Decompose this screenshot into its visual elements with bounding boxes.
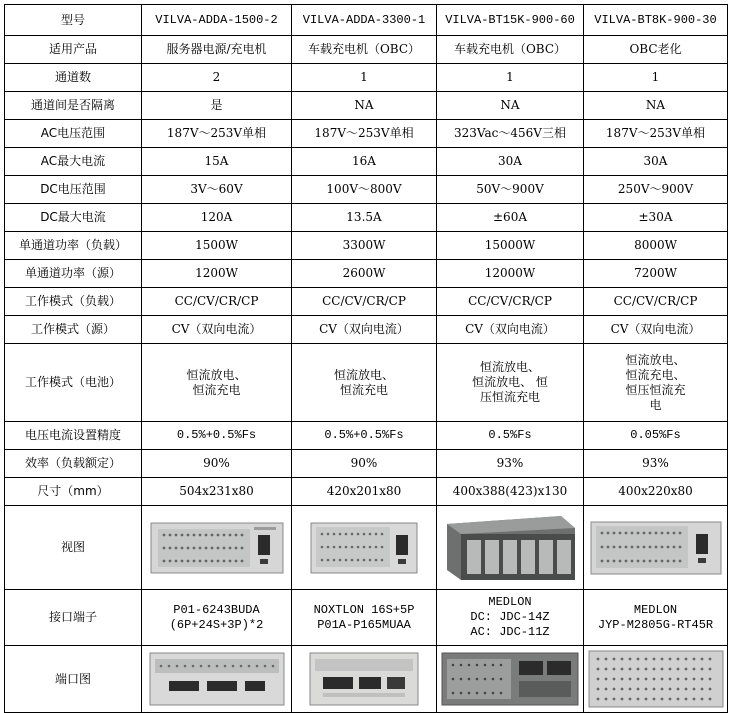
channels-4: 1 [584, 64, 728, 92]
label-dc-current: DC最大电流 [5, 204, 142, 232]
row-mode-load [5, 288, 728, 316]
channels-2: 1 [292, 64, 437, 92]
model-4: VILVA-BT8K-900-30 [584, 5, 728, 36]
label-channels: 通道数 [5, 64, 142, 92]
isolation-1: 是 [142, 92, 292, 120]
row-efficiency [5, 450, 728, 478]
row-power-load [5, 232, 728, 260]
power-load-3: 15000W [437, 232, 584, 260]
size-2: 420x201x80 [292, 478, 437, 506]
view-cell-3 [437, 506, 584, 590]
mode-battery-2: 恒流放电、 恒流充电 [292, 344, 437, 422]
power-load-1: 1500W [142, 232, 292, 260]
label-view: 视图 [5, 506, 142, 590]
power-source-4: 7200W [584, 260, 728, 288]
accuracy-3: 0.5%Fs [437, 422, 584, 450]
view-cell-2 [292, 506, 437, 590]
ac-current-4: 30A [584, 148, 728, 176]
ac-voltage-3: 323Vac～456V三相 [437, 120, 584, 148]
row-model [5, 5, 728, 36]
rear-panel-photo [149, 651, 285, 707]
channels-1: 2 [142, 64, 292, 92]
efficiency-3: 93% [437, 450, 584, 478]
row-ac-voltage [5, 120, 728, 148]
label-dc-voltage: DC电压范围 [5, 176, 142, 204]
row-size [5, 478, 728, 506]
isolation-4: NA [584, 92, 728, 120]
row-product [5, 36, 728, 64]
label-mode-source: 工作模式（源） [5, 316, 142, 344]
view-cell-1 [142, 506, 292, 590]
mode-battery-1: 恒流放电、 恒流充电 [142, 344, 292, 422]
row-channels [5, 64, 728, 92]
mode-source-4: CV（双向电流） [584, 316, 728, 344]
channels-3: 1 [437, 64, 584, 92]
row-dc-current [5, 204, 728, 232]
mode-source-1: CV（双向电流） [142, 316, 292, 344]
mode-battery-3: 恒流放电、 恒流放电、 恒 压恒流充电 [437, 344, 584, 422]
isolation-3: NA [437, 92, 584, 120]
row-isolation [5, 92, 728, 120]
mode-source-2: CV（双向电流） [292, 316, 437, 344]
mode-load-4: CC/CV/CR/CP [584, 288, 728, 316]
dc-current-3: ±60A [437, 204, 584, 232]
efficiency-1: 90% [142, 450, 292, 478]
product-2: 车载充电机（OBC） [292, 36, 437, 64]
mode-battery-4: 恒流放电、 恒流充电、 恒压恒流充 电 [584, 344, 728, 422]
ac-voltage-4: 187V～253V单相 [584, 120, 728, 148]
power-source-1: 1200W [142, 260, 292, 288]
label-power-load: 单通道功率（负载） [5, 232, 142, 260]
row-view [5, 506, 728, 590]
power-load-4: 8000W [584, 232, 728, 260]
terminal-3: MEDLON DC: JDC-14Z AC: JDC-11Z [437, 590, 584, 646]
size-1: 504x231x80 [142, 478, 292, 506]
row-terminal [5, 590, 728, 646]
row-accuracy [5, 422, 728, 450]
row-port [5, 646, 728, 713]
isolation-2: NA [292, 92, 437, 120]
product-1: 服务器电源/充电机 [142, 36, 292, 64]
row-power-source [5, 260, 728, 288]
efficiency-2: 90% [292, 450, 437, 478]
mode-load-1: CC/CV/CR/CP [142, 288, 292, 316]
front-panel-photo [150, 521, 284, 575]
port-cell-1 [142, 646, 292, 713]
spec-table [4, 4, 728, 713]
label-mode-load: 工作模式（负载） [5, 288, 142, 316]
row-ac-current [5, 148, 728, 176]
label-ac-voltage: AC电压范围 [5, 120, 142, 148]
terminal-4: MEDLON JYP-M2805G-RT45R [584, 590, 728, 646]
view-cell-4 [584, 506, 728, 590]
front-panel-photo [590, 520, 722, 576]
label-efficiency: 效率（负载额定） [5, 450, 142, 478]
ac-voltage-1: 187V～253V单相 [142, 120, 292, 148]
rear-panel-photo [588, 649, 724, 709]
dc-voltage-2: 100V～800V [292, 176, 437, 204]
rear-panel-photo [441, 651, 579, 707]
dc-voltage-3: 50V～900V [437, 176, 584, 204]
ac-current-2: 16A [292, 148, 437, 176]
product-4: OBC老化 [584, 36, 728, 64]
dc-current-4: ±30A [584, 204, 728, 232]
dc-current-1: 120A [142, 204, 292, 232]
terminal-1: P01-6243BUDA (6P+24S+3P)*2 [142, 590, 292, 646]
ac-current-3: 30A [437, 148, 584, 176]
label-product: 适用产品 [5, 36, 142, 64]
dc-voltage-4: 250V～900V [584, 176, 728, 204]
mode-source-3: CV（双向电流） [437, 316, 584, 344]
rear-panel-photo [309, 651, 419, 707]
label-accuracy: 电压电流设置精度 [5, 422, 142, 450]
port-cell-2 [292, 646, 437, 713]
label-port: 端口图 [5, 646, 142, 713]
size-3: 400x388(423)x130 [437, 478, 584, 506]
dc-voltage-1: 3V～60V [142, 176, 292, 204]
label-isolation: 通道间是否隔离 [5, 92, 142, 120]
mode-load-3: CC/CV/CR/CP [437, 288, 584, 316]
power-load-2: 3300W [292, 232, 437, 260]
accuracy-4: 0.05%Fs [584, 422, 728, 450]
label-ac-current: AC最大电流 [5, 148, 142, 176]
mode-load-2: CC/CV/CR/CP [292, 288, 437, 316]
size-4: 400x220x80 [584, 478, 728, 506]
row-mode-source [5, 316, 728, 344]
label-terminal: 接口端子 [5, 590, 142, 646]
port-cell-4 [584, 646, 728, 713]
model-2: VILVA-ADDA-3300-1 [292, 5, 437, 36]
label-model: 型号 [5, 5, 142, 36]
ac-current-1: 15A [142, 148, 292, 176]
accuracy-1: 0.5%+0.5%Fs [142, 422, 292, 450]
product-3: 车载充电机（OBC） [437, 36, 584, 64]
model-3: VILVA-BT15K-900-60 [437, 5, 584, 36]
row-mode-battery [5, 344, 728, 422]
ac-voltage-2: 187V～253V单相 [292, 120, 437, 148]
row-dc-voltage [5, 176, 728, 204]
port-cell-3 [437, 646, 584, 713]
terminal-2: NOXTLON 16S+5P P01A-P165MUAA [292, 590, 437, 646]
front-panel-photo [310, 521, 418, 575]
label-size: 尺寸（mm） [5, 478, 142, 506]
label-power-source: 单通道功率（源） [5, 260, 142, 288]
power-source-2: 2600W [292, 260, 437, 288]
accuracy-2: 0.5%+0.5%Fs [292, 422, 437, 450]
model-1: VILVA-ADDA-1500-2 [142, 5, 292, 36]
efficiency-4: 93% [584, 450, 728, 478]
power-source-3: 12000W [437, 260, 584, 288]
front-panel-photo [443, 514, 577, 582]
dc-current-2: 13.5A [292, 204, 437, 232]
label-mode-battery: 工作模式（电池） [5, 344, 142, 422]
